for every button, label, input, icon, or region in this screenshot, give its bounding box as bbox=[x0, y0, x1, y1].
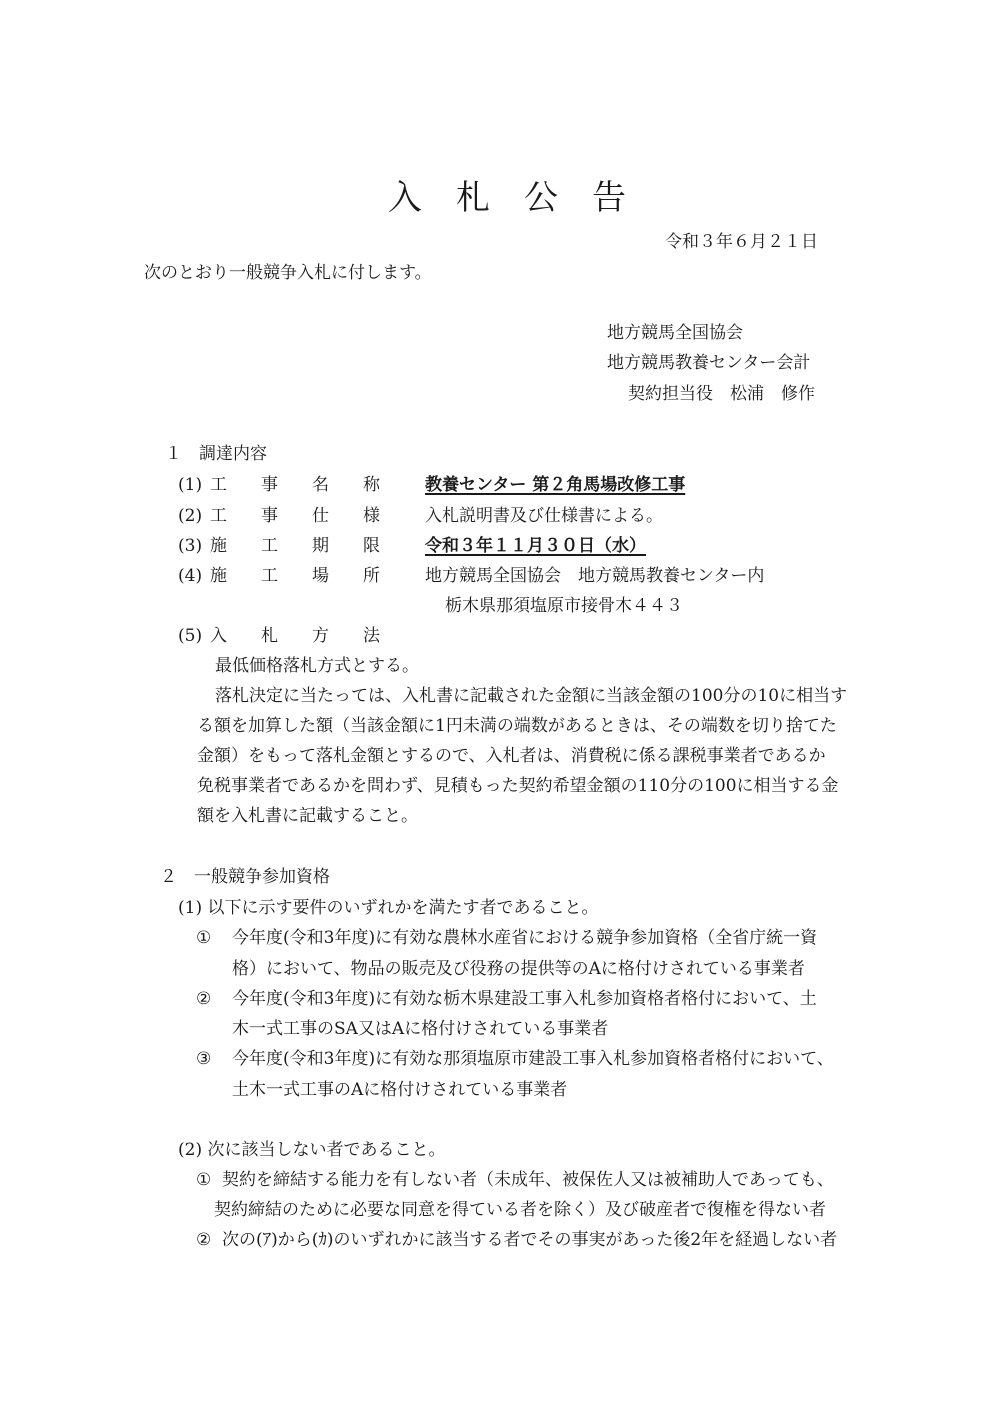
method-para-line: る額を加算した額（当該金額に1円未満の端数があるときは、その端数を切り捨てた bbox=[197, 716, 837, 736]
item4-value: 地方競馬全国協会 地方競馬教養センター内 bbox=[425, 566, 765, 586]
issue-date: 令和３年６月２１日 bbox=[665, 232, 818, 252]
sub1-item2-line1: 今年度(令和3年度)に有効な栃木県建設工事入札参加資格者格付において、土 bbox=[232, 989, 817, 1009]
method-para-line: 免税事業者であるかを問わず、見積もった契約希望金額の110分の100に相当する金 bbox=[197, 776, 839, 796]
item4-num: (4) bbox=[178, 566, 203, 586]
sub1-item1-mark: ① bbox=[196, 928, 212, 948]
item1-num: (1) bbox=[178, 475, 203, 495]
sub2-item1-line1: 契約を締結する能力を有しない者（未成年、被保佐人又は被補助人であっても、 bbox=[222, 1170, 834, 1190]
item4-address: 栃木県那須塩原市接骨木４４３ bbox=[445, 596, 683, 616]
section2-heading: ２ 一般競争参加資格 bbox=[160, 867, 330, 887]
method-line1: 最低価格落札方式とする。 bbox=[215, 656, 419, 676]
issuer-dept: 地方競馬教養センター会計 bbox=[607, 353, 811, 373]
sub2-item2-line1: 次の(ｱ)から(ｶ)のいずれかに該当する者でその事実があった後2年を経過しない者 bbox=[222, 1230, 838, 1250]
item2-value: 入札説明書及び仕様書による。 bbox=[425, 506, 663, 526]
item1-label: 工 事 名 称 bbox=[210, 475, 380, 495]
sub2-item1-line2: 契約締結のために必要な同意を得ている者を除く）及び破産者で復権を得ない者 bbox=[214, 1200, 826, 1220]
issuer-org: 地方競馬全国協会 bbox=[607, 323, 743, 343]
item1-value: 教養センター 第２角馬場改修工事 bbox=[425, 475, 686, 495]
sub1-item3-line1: 今年度(令和3年度)に有効な那須塩原市建設工事入札参加資格者格付において、 bbox=[232, 1049, 834, 1069]
item3-num: (3) bbox=[178, 536, 203, 556]
sub1-item3-mark: ③ bbox=[196, 1049, 212, 1069]
item3-label: 施 工 期 限 bbox=[210, 536, 380, 556]
method-para-line: 金額）をもって落札金額とするので、入札者は、消費税に係る課税事業者であるか bbox=[197, 746, 826, 766]
item2-num: (2) bbox=[178, 506, 203, 526]
item5-label: 入 札 方 法 bbox=[210, 626, 380, 646]
item5-num: (5) bbox=[178, 626, 203, 646]
sub2-item2-mark: ② bbox=[196, 1230, 212, 1250]
method-para-line: 額を入札書に記載すること。 bbox=[197, 806, 418, 826]
sub1-item2-mark: ② bbox=[196, 989, 212, 1009]
sub1-text: (1) 以下に示す要件のいずれかを満たす者であること。 bbox=[178, 898, 599, 918]
sub2-item1-mark: ① bbox=[196, 1170, 212, 1190]
sub1-item3-line2: 土木一式工事のAに格付けされている事業者 bbox=[232, 1080, 568, 1100]
sub1-item2-line2: 木一式工事のSA又はAに格付けされている事業者 bbox=[232, 1019, 609, 1039]
document-title: 入 札 公 告 bbox=[388, 178, 626, 218]
section1-heading: １ 調達内容 bbox=[165, 444, 267, 464]
issuer-person: 契約担当役 松浦 修作 bbox=[628, 384, 815, 404]
sub1-item1-line2: 格）において、物品の販売及び役務の提供等のAに格付けされている事業者 bbox=[232, 959, 805, 979]
item4-label: 施 工 場 所 bbox=[210, 566, 380, 586]
intro-text: 次のとおり一般競争入札に付します。 bbox=[144, 263, 432, 283]
item3-value: 令和３年１１月３０日（水） bbox=[425, 536, 646, 556]
sub2-text: (2) 次に該当しない者であること。 bbox=[178, 1140, 446, 1160]
sub1-item1-line1: 今年度(令和3年度)に有効な農林水産省における競争参加資格（全省庁統一資 bbox=[232, 928, 818, 948]
method-para-line: 落札決定に当たっては、入札書に記載された金額に当該金額の100分の10に相当す bbox=[215, 686, 848, 706]
item2-label: 工 事 仕 様 bbox=[210, 506, 380, 526]
